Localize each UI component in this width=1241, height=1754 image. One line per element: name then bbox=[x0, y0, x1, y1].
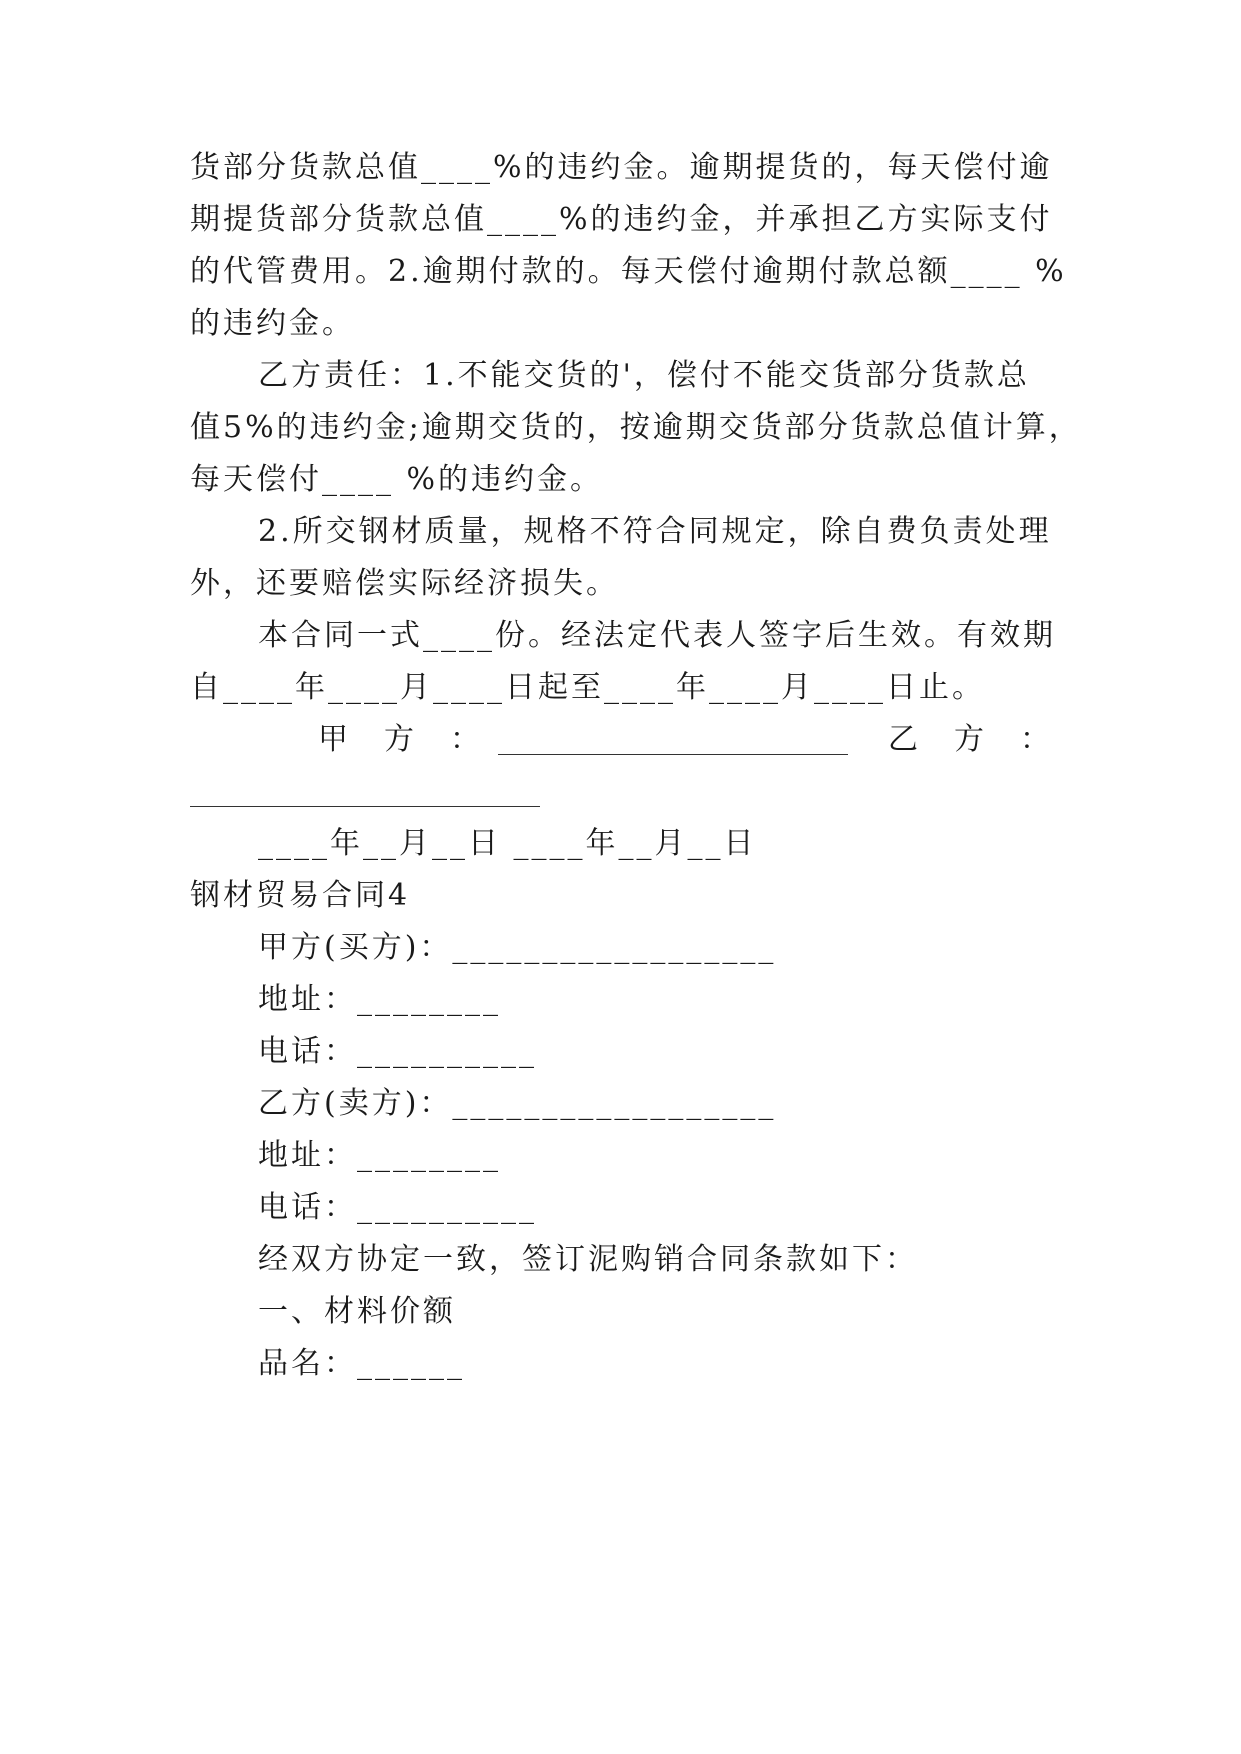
seller-phone-field: 电话：__________ bbox=[258, 1190, 537, 1225]
paragraph-line: 的违约金。 bbox=[190, 306, 355, 341]
party-b-signature-label: 乙 方 ： bbox=[888, 722, 1053, 757]
seller-address-field: 地址：________ bbox=[258, 1138, 501, 1173]
paragraph-line: 货部分货款总值____%的违约金。逾期提货的，每天偿付逾 bbox=[190, 150, 1053, 185]
party-a-signature-label: 甲 方 ： bbox=[318, 722, 483, 757]
paragraph-line: 本合同一式____份。经法定代表人签字后生效。有效期 bbox=[258, 618, 1056, 653]
paragraph-line: 外，还要赔偿实际经济损失。 bbox=[190, 566, 619, 601]
paragraph-line: 每天偿付____ %的违约金。 bbox=[190, 462, 604, 497]
paragraph-line: 期提货部分货款总值____%的违约金，并承担乙方实际支付 bbox=[190, 202, 1053, 237]
paragraph-line: 自____年____月____日起至____年____月____日止。 bbox=[190, 670, 985, 705]
agreement-intro: 经双方协定一致，签订泥购销合同条款如下： bbox=[258, 1242, 918, 1277]
section-heading: 一、材料价额 bbox=[258, 1294, 456, 1329]
paragraph-line: 乙方责任：1.不能交货的'，偿付不能交货部分货款总 bbox=[258, 358, 1030, 393]
contract-title: 钢材贸易合同4 bbox=[190, 878, 411, 913]
paragraph-line: 的代管费用。2.逾期付款的。每天偿付逾期付款总额____ % bbox=[190, 254, 1067, 289]
signature-dates: ____年__月__日 ____年__月__日 bbox=[258, 826, 757, 861]
seller-field: 乙方(卖方)：__________________ bbox=[258, 1086, 777, 1121]
buyer-phone-field: 电话：__________ bbox=[258, 1034, 537, 1069]
party-a-signature-blank bbox=[498, 754, 848, 755]
party-b-signature-blank bbox=[190, 806, 540, 807]
product-name-field: 品名：______ bbox=[258, 1346, 465, 1381]
buyer-field: 甲方(买方)：__________________ bbox=[258, 930, 777, 965]
paragraph-line: 值5%的违约金;逾期交货的，按逾期交货部分货款总值计算， bbox=[190, 410, 1082, 445]
buyer-address-field: 地址：________ bbox=[258, 982, 501, 1017]
paragraph-line: 2.所交钢材质量，规格不符合同规定，除自费负责处理 bbox=[258, 514, 1052, 549]
